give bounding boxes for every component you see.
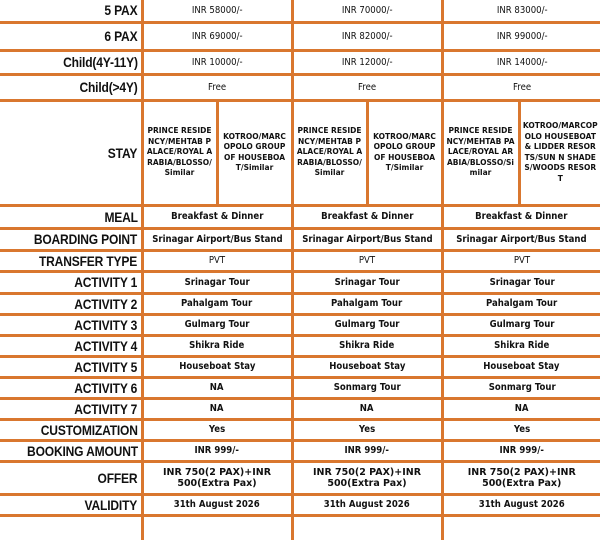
cell-text: INR 12000/- [341,56,393,68]
cell-text: Breakfast & Dinner [475,211,568,222]
stay-cell [369,102,441,204]
cell-text: Pahalgam Tour [331,298,403,309]
row-label-activity7 [0,400,141,418]
value-cell-pax5 [294,0,441,21]
cell-text: Free [207,81,227,93]
value-cell-activity1 [144,273,291,292]
cell-text: PRINCE RESIDENCY/MEHTAB PALACE/ROYAL ARABIA/BLOSSO/Similar [296,126,363,178]
cell-text: Free [512,81,531,93]
value-cell-activity2 [294,295,441,313]
value-cell-child_4_11 [294,52,441,73]
value-cell-child_4_11 [444,52,600,73]
cell-text: Shikra Ride [339,340,395,351]
cell-text: BOOKING AMOUNT [26,442,138,459]
cell-text: INR 999/- [499,445,544,456]
cell-text: Gulmarg Tour [489,319,555,330]
row-label-child_gt4 [0,76,141,99]
value-cell-blank [144,517,291,540]
cell-text: INR 999/- [194,445,240,456]
row-label-activity4 [0,337,141,355]
cell-text: Srinagar Airport/Bus Stand [456,233,587,245]
cell-text: Child(4Y-11Y) [62,54,138,70]
value-cell-activity4 [444,337,600,355]
cell-text: VALIDITY [84,496,138,513]
value-cell-blank [294,517,441,540]
row-label-stay [0,102,141,204]
cell-text: PVT [208,255,226,266]
value-cell-meal [444,207,600,227]
cell-text: PRINCE RESIDENCY/MEHTAB PALACE/ROYAL ARABIA/BLOSSO/Similar [446,126,515,178]
value-cell-booking [294,442,441,460]
cell-text: PVT [513,255,530,266]
cell-text: KOTROO/MARCOPOLO GROUP OF HOUSEBOAT/Similar [373,131,436,172]
row-label-validity [0,496,141,514]
row-label-activity6 [0,379,141,397]
stay-cell [444,102,518,204]
value-cell-offer [294,463,441,493]
stay-cell [219,102,291,204]
cell-text: Shikra Ride [494,340,550,351]
row-label-activity5 [0,358,141,376]
value-cell-validity [294,496,441,514]
row-label-pax5 [0,0,141,21]
cell-text: 31th August 2026 [174,499,260,510]
cell-text: Sonmarg Tour [488,382,556,393]
value-cell-activity2 [444,295,600,313]
cell-text: ACTIVITY 6 [74,379,138,396]
value-cell-child_4_11 [144,52,291,73]
cell-text: Yes [513,424,530,435]
cell-text: INR 83000/- [496,4,548,16]
value-cell-customization [444,421,600,439]
value-cell-activity6 [144,379,291,397]
value-cell-activity5 [144,358,291,376]
cell-text: TRANSFER TYPE [39,252,138,269]
cell-text: BOARDING POINT [34,231,138,247]
cell-text: MEAL [104,208,138,225]
value-cell-meal [294,207,441,227]
stay-cell [144,102,216,204]
row-label-transfer [0,252,141,270]
cell-text: Srinagar Tour [184,276,250,288]
value-cell-pax6 [294,24,441,49]
cell-text: CUSTOMIZATION [40,421,138,438]
value-cell-customization [144,421,291,439]
value-cell-activity4 [294,337,441,355]
value-cell-activity7 [444,400,600,418]
value-cell-boarding [144,230,291,249]
value-cell-boarding [444,230,600,249]
cell-text: Srinagar Tour [334,276,400,288]
row-label-offer [0,463,141,493]
value-cell-activity7 [144,400,291,418]
row-label-activity3 [0,316,141,334]
value-cell-offer [144,463,291,493]
cell-text: INR 999/- [344,445,390,456]
cell-text: Breakfast & Dinner [170,211,264,222]
value-cell-activity5 [294,358,441,376]
value-cell-boarding [294,230,441,249]
value-cell-transfer [144,252,291,270]
cell-text: ACTIVITY 2 [74,295,138,312]
cell-text: Pahalgam Tour [181,298,253,309]
value-cell-meal [144,207,291,227]
cell-text: INR 750(2 PAX)+INR 500(Extra Pax) [312,466,422,489]
cell-text: Srinagar Tour [489,276,555,288]
cell-text: INR 14000/- [496,56,548,68]
cell-text: INR 82000/- [341,30,393,42]
value-cell-child_gt4 [444,76,600,99]
cell-text: ACTIVITY 1 [74,274,138,290]
cell-text: INR 750(2 PAX)+INR 500(Extra Pax) [467,466,576,489]
cell-text: NA [210,403,224,414]
cell-text: Yes [208,424,226,435]
cell-text: 6 PAX [104,28,138,44]
cell-text: 31th August 2026 [324,499,410,510]
cell-text: INR 69000/- [191,30,243,42]
cell-text: STAY [108,144,138,161]
row-label-child_4_11 [0,52,141,73]
row-label-activity2 [0,295,141,313]
value-cell-offer [444,463,600,493]
cell-text: OFFER [97,469,138,486]
cell-text: INR 58000/- [191,4,243,16]
value-cell-transfer [294,252,441,270]
value-cell-pax6 [144,24,291,49]
cell-text: INR 99000/- [496,30,548,42]
row-label-pax6 [0,24,141,49]
value-cell-blank [444,517,600,540]
value-cell-child_gt4 [144,76,291,99]
value-cell-transfer [444,252,600,270]
cell-text: ACTIVITY 5 [74,358,138,375]
cell-text: Free [357,81,377,93]
value-cell-activity1 [294,273,441,292]
cell-text: Breakfast & Dinner [320,211,414,222]
value-cell-validity [144,496,291,514]
value-cell-pax5 [144,0,291,21]
cell-text: Srinagar Airport/Bus Stand [301,233,433,245]
row-label-meal [0,207,141,227]
value-cell-pax6 [444,24,600,49]
value-cell-activity7 [294,400,441,418]
cell-text: PVT [358,255,376,266]
value-cell-activity2 [144,295,291,313]
cell-text: Yes [358,424,376,435]
value-cell-booking [444,442,600,460]
value-cell-activity3 [144,316,291,334]
cell-text: NA [210,382,224,393]
value-cell-customization [294,421,441,439]
cell-text: Srinagar Airport/Bus Stand [151,233,283,245]
value-cell-activity6 [444,379,600,397]
row-label-blank [0,517,141,540]
value-cell-activity4 [144,337,291,355]
value-cell-booking [144,442,291,460]
cell-text: Sonmarg Tour [333,382,401,393]
cell-text: Houseboat Stay [178,361,256,372]
cell-text: INR 750(2 PAX)+INR 500(Extra Pax) [162,466,272,489]
cell-text: Child(>4Y) [79,79,138,95]
cell-text: 5 PAX [104,2,138,19]
stay-cell [521,102,600,204]
value-cell-activity5 [444,358,600,376]
cell-text: NA [360,403,374,414]
cell-text: ACTIVITY 4 [74,337,138,354]
value-cell-activity1 [444,273,600,292]
cell-text: KOTROO/MARCOPOLO GROUP OF HOUSEBOAT/Similar [223,131,286,172]
cell-text: INR 10000/- [191,56,243,68]
row-label-customization [0,421,141,439]
stay-cell [294,102,366,204]
cell-text: KOTROO/MARCOPOLO HOUSEBOAT & LIDDER RESORTS/SUN N SHADES/WOODS RESORT [522,121,598,183]
cell-text: Shikra Ride [189,340,245,351]
row-label-booking [0,442,141,460]
cell-text: ACTIVITY 7 [74,400,138,417]
cell-text: 31th August 2026 [478,499,565,510]
cell-text: Gulmarg Tour [334,319,400,330]
cell-text: Houseboat Stay [328,361,406,372]
value-cell-activity6 [294,379,441,397]
row-label-activity1 [0,273,141,292]
value-cell-activity3 [444,316,600,334]
value-cell-child_gt4 [294,76,441,99]
cell-text: Gulmarg Tour [184,319,250,330]
cell-text: Pahalgam Tour [486,298,558,309]
cell-text: Houseboat Stay [483,361,560,372]
cell-text: NA [514,403,529,414]
value-cell-activity3 [294,316,441,334]
cell-text: INR 70000/- [341,4,393,16]
value-cell-validity [444,496,600,514]
value-cell-pax5 [444,0,600,21]
row-label-boarding [0,230,141,249]
cell-text: ACTIVITY 3 [74,316,138,333]
cell-text: PRINCE RESIDENCY/MEHTAB PALACE/ROYAL ARABIA/BLOSSO/Similar [146,126,213,178]
